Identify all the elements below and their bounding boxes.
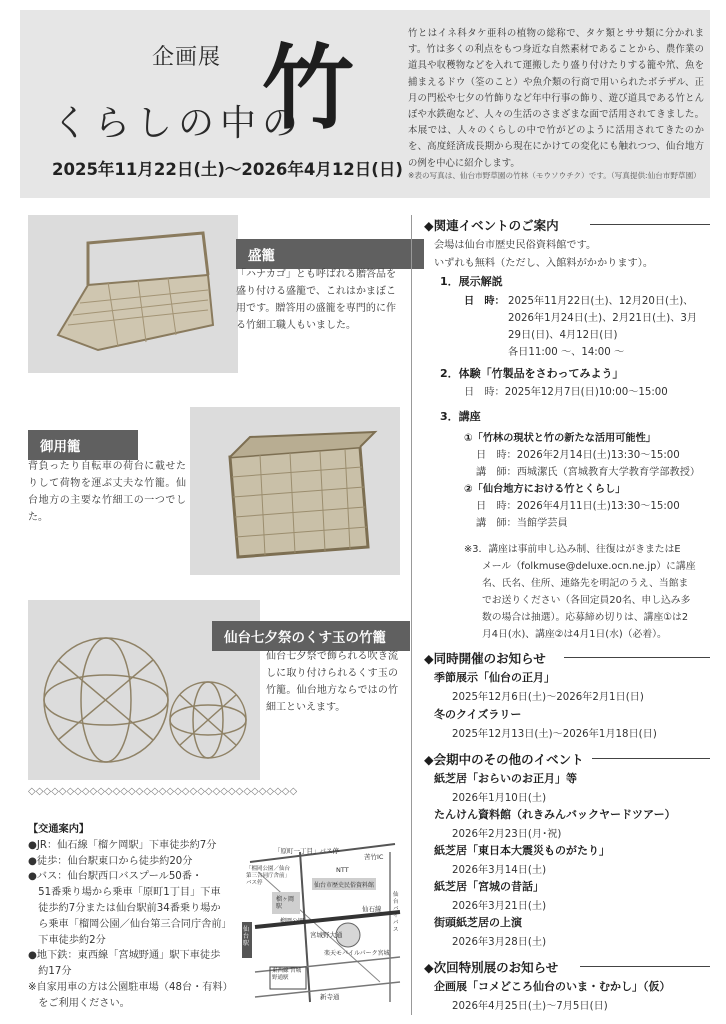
map-label: 新寺通	[320, 993, 340, 1001]
heading-rule	[564, 657, 710, 658]
goyoukago-basket-photo	[190, 407, 400, 575]
next-exhibition-heading: ◆次回特別展のお知らせ	[424, 960, 559, 975]
column-divider	[411, 215, 412, 1015]
next-exhibition-date: 2026年4月25日(土)～7月5日(日)	[452, 1001, 608, 1012]
access-info	[28, 822, 258, 1012]
lecture-note: 数の場合は抽選）。応募締め切りは、講座①は2	[482, 612, 689, 623]
basket-icon	[28, 215, 238, 373]
basket-icon	[190, 407, 400, 575]
item-title-kusudama: 仙台七夕祭のくす玉の竹籠	[212, 621, 410, 651]
item-title-moriko: 盛籠	[236, 239, 424, 269]
diamond-divider: ◇◇◇◇◇◇◇◇◇◇◇◇◇◇◇◇◇◇◇◇◇◇◇◇◇◇◇◇◇◇◇◇◇◇◇	[28, 786, 298, 797]
event2-date: 日 時：2025年12月7日(日)10:00～15:00	[464, 387, 668, 398]
item-title-goyoukago: 御用籠	[28, 430, 138, 460]
map-label: 仙台市歴史民俗資料館	[314, 882, 375, 889]
lecture-note: メール（folkmuse@deluxe.ocn.ne.jp）に講座	[482, 561, 696, 572]
concurrent-item1-title: 季節展示「仙台の正月」	[434, 671, 555, 684]
other-event-date: 2026年3月28日(土)	[452, 937, 547, 948]
map-label: NTT	[336, 866, 349, 874]
access-line: ※自家用車の方は公園駐車場（48台・有料）	[28, 981, 233, 993]
lecture-note: でお送りください（各回定員20名、申し込み多	[482, 595, 691, 606]
event1-title: 1．展示解説	[440, 275, 503, 288]
lecture1-lecturer: 講 師：西城潔氏（宮城教育大学教育学部教授）	[476, 467, 701, 478]
access-line: ●JR：仙石線「榴ケ岡駅」下車徒歩約7分	[28, 839, 217, 851]
other-event-date: 2026年3月21日(土)	[452, 901, 547, 912]
lecture2-title: ②「仙台地方における竹とくらし」	[464, 484, 626, 495]
events-venue: 会場は仙台市歴史民俗資料館です。	[434, 240, 597, 251]
map-label: 仙台バイパス	[393, 892, 399, 933]
other-event-title: 街頭紙芝居の上演	[434, 916, 522, 929]
map-label: 東西線 宮城野通駅	[272, 968, 302, 981]
item-desc-moriko: 「ハナカゴ」とも呼ばれる贈答品を盛り付ける盛籠で、これはかまぼこ用です。贈答用の盛籠を専門的に作る竹細工職人もいました。	[236, 269, 396, 331]
exhibition-title-kanji: 竹	[262, 34, 355, 142]
next-exhibition-title: 企画展「コメどころ仙台のいま・むかし」（仮）	[434, 980, 671, 993]
access-line: ●地下鉄：東西線「宮城野通」駅下車徒歩	[28, 950, 221, 962]
map-label: 仙石線	[362, 905, 382, 913]
exhibition-dates: 2025年11月22日(土)～2026年4月12日(日)	[52, 160, 403, 179]
event2-title: 2．体験「竹製品をさわってみよう」	[440, 367, 624, 380]
other-events-heading: ◆会期中のその他のイベント	[424, 752, 584, 767]
event1-times: 各日11:00 ～、14:00 ～	[508, 347, 625, 358]
map-label: 「榴岡公園／仙台第三合同庁舎前」バス停	[246, 866, 291, 886]
map-label: 「原町一丁目」バス停	[274, 847, 339, 855]
other-event-date: 2026年2月23日(月･祝)	[452, 829, 562, 840]
heading-rule	[580, 966, 710, 967]
concurrent-item1-date: 2025年12月6日(土)～2026年2月1日(日)	[452, 692, 644, 703]
other-event-title: たんけん資料館（れきみんバックヤードツアー）	[434, 808, 676, 821]
lecture1-date: 日 時：2026年2月14日(土)13:30～15:00	[476, 450, 680, 461]
map-label: 楽天モバイルパーク宮城	[324, 950, 390, 957]
concurrent-item2-date: 2025年12月13日(土)～2026年1月18日(日)	[452, 729, 657, 740]
access-line: ら乗車「榴岡公園／仙台第三合同庁舎前」	[28, 918, 232, 930]
exhibition-subtitle: 企画展	[152, 45, 222, 70]
lecture-note: ※3．講座は事前申し込み制、往復はがきまたはE	[464, 544, 681, 555]
events-heading: ◆関連イベントのご案内	[424, 218, 559, 233]
map-label: 苦竹IC	[364, 853, 384, 861]
photo-credit-note: ※表の写真は、仙台市野草園の竹林（モウソウチク）です。（写真提供:仙台市野草園）	[408, 171, 701, 180]
exhibition-title: くらしの中の	[52, 103, 305, 144]
access-line: 下車徒歩約2分	[28, 934, 106, 946]
map-label: 榴岡公園	[280, 918, 305, 925]
heading-rule	[590, 224, 710, 225]
access-line: ●徒歩：仙台駅東口から徒歩約20分	[28, 855, 193, 867]
event1-date-label: 日 時：	[464, 296, 505, 307]
concurrent-item2-title: 冬のクイズラリー	[434, 708, 522, 721]
access-map	[240, 832, 405, 1010]
other-event-title: 紙芝居「宮城の昔話」	[434, 880, 544, 893]
access-line: 徒歩約7分または仙台駅前34番乗り場か	[28, 902, 221, 914]
other-event-title: 紙芝居「東日本大震災ものがたり」	[434, 844, 610, 857]
events-fee: いずれも無料（ただし、入館料がかかります）。	[434, 258, 654, 269]
lecture2-date: 日 時：2026年4月11日(土)13:30～15:00	[476, 501, 680, 512]
access-line: をご利用ください。	[28, 997, 130, 1009]
lecture2-lecturer: 講 師：当館学芸員	[476, 518, 568, 529]
item-desc-goyoukago: 背負ったり自転車の荷台に載せたりして荷物を運ぶ丈夫な竹籠。仙台地方の主要な竹細工の一つでした。	[28, 461, 186, 523]
access-line: ●バス：仙台駅西口バスプール50番・	[28, 871, 203, 883]
event1-dates: 2026年1月24日(土)、2月21日(土)、3月	[508, 313, 698, 324]
lecture1-title: ①「竹林の現状と竹の新たな活用可能性」	[464, 433, 656, 444]
other-event-title: 紙芝居「おらいのお正月」等	[434, 772, 577, 785]
access-line: 51番乗り場から乗車「原町1丁目」下車	[28, 887, 221, 899]
map-label: 仙台駅	[243, 926, 250, 947]
event1-dates: 29日(日)、4月12日(日)	[508, 330, 618, 341]
map-label: 宮城野大通	[310, 931, 343, 939]
heading-rule	[592, 758, 710, 759]
event1-dates: 2025年11月22日(土)、12月20日(土)、	[508, 296, 694, 307]
lecture-note: 月4日(水)、講座②は4月1日(水)（必着）。	[482, 629, 667, 640]
item-desc-kusudama: 仙台七夕祭で飾られる吹き流しに取り付けられるくす玉の竹籠。仙台地方ならではの竹細工といえます。	[266, 651, 398, 713]
concurrent-heading: ◆同時開催のお知らせ	[424, 651, 546, 666]
event3-title: 3．講座	[440, 410, 481, 423]
other-event-date: 2026年3月14日(土)	[452, 865, 547, 876]
lecture-note: 名、氏名、住所、連絡先を明記のうえ、当館ま	[482, 578, 689, 589]
map-label: 榴ヶ岡駅	[276, 896, 295, 910]
moriko-basket-photo	[28, 215, 238, 373]
other-event-date: 2026年1月10日(土)	[452, 793, 547, 804]
access-title: 【交通案内】	[28, 824, 90, 835]
exhibition-intro: 竹とはイネ科タケ亜科の植物の総称で、タケ類とササ類に分かれます。竹は多くの利点をもつ身近な自然素材であることから、農作業の道具や収穫物などを入れて運搬したり盛り付けたりする籠や笊、魚を捕まえるドウ（筌のこと）や魚介類の行商で用いられたボテザル、正月の門松や七夕の竹飾りなど年中行事の飾り、遊び道具である竹とんぼや水鉄砲など、人々の生活のさまざまな面で活用されてきました。本展では、人々のくらしの中で竹がどのように活用されてきたのかを、高度経済成長期から現在にかけての変化にも触れつつ、仙台地方の例を中心に紹介します。	[408, 28, 704, 169]
access-line: 約17分	[28, 966, 72, 978]
